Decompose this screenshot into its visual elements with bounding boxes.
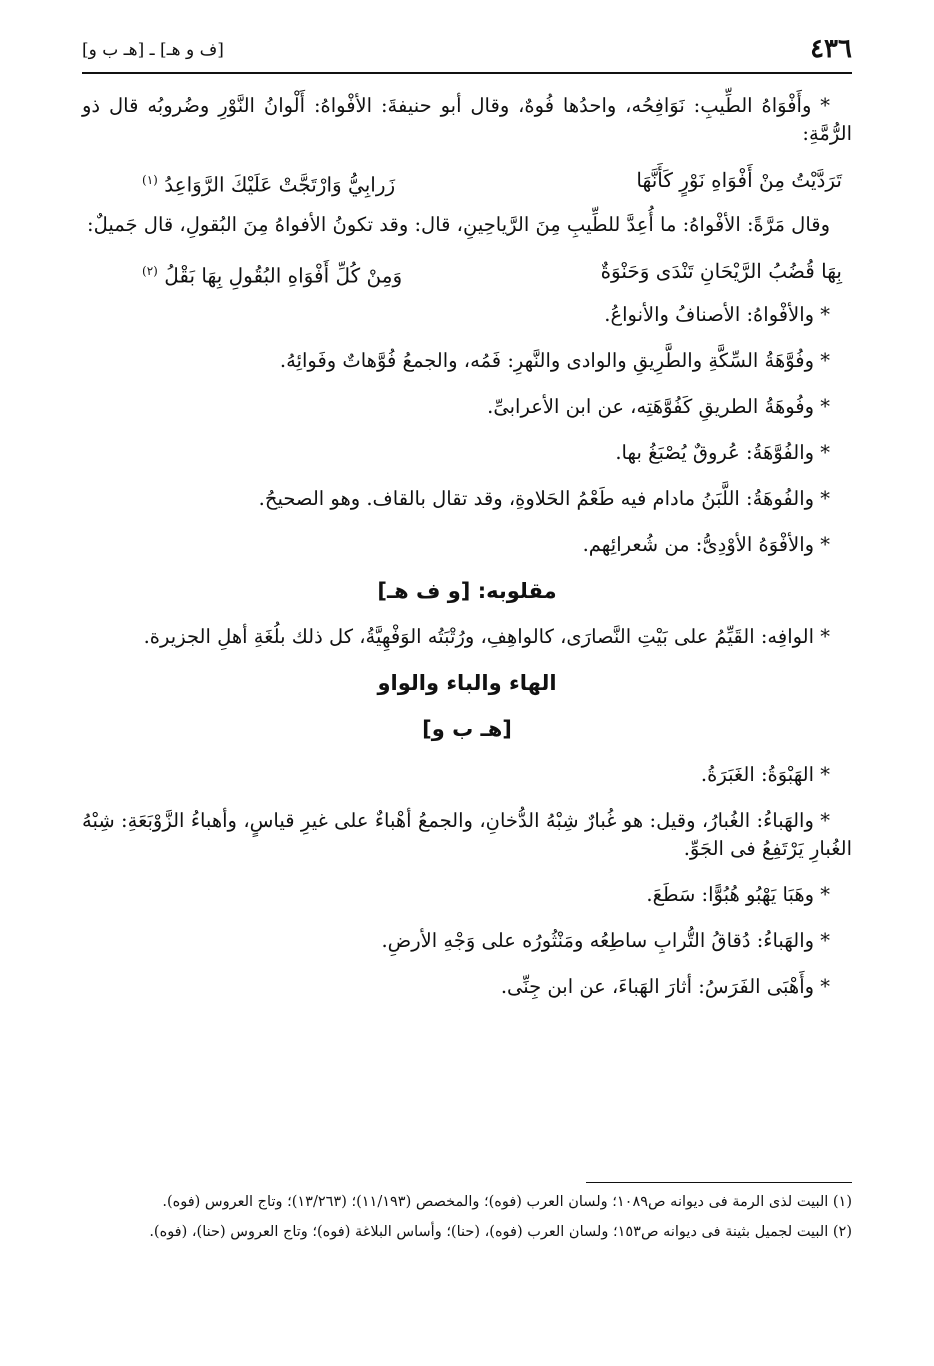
heading-root: [هـ ب و] <box>422 717 512 742</box>
verse-1-second-text: زَرابِيُّ وَارْتَجَّتْ عَلَيْكَ الرَّوَاعِدُ <box>164 172 396 197</box>
verse-jamil <box>142 257 842 290</box>
entry-haba-ghubar: * والهَباءُ: الغُبارُ، وقيل: هو غُبارٌ شِبْهُ الدُّخانِ، والجمعُ أهْباءٌ على غيرِ قياسٍ، وأهباءُ الزَّوْبَعَةِ: شِبْهُ الغُبارِ يَرْتَفِعُ فى الجَوِّ. <box>82 809 852 861</box>
entry-afwah-altib: * وأَفْوَاهُ الطِّيبِ: نَوَافِحُه، واحدُها فُوهٌ، وقال أبو حنيفةَ: الأفْواهُ: أَلْوانُ النَّوْرِ وضُروبُه قال ذو الرُّمَّةِ: <box>82 94 852 145</box>
entry-fuha-laban: * والفُوهَةُ: اللَّبَنُ مادام فيه طَعْمُ الحَلاوةِ، وقد تقال بالقاف. وهو الصحيحُ. <box>258 487 830 511</box>
entry-haba-duqaq: * والهَباءُ: دُقاقُ التُّرابِ ساطِعُه ومَنْثُورُه على وَجْهِ الأرضِ. <box>381 929 830 953</box>
verse-dhu-al-rumma <box>142 166 842 199</box>
footnote-2: (٢) البيت لجميل بثينة فى ديوانه ص١٥٣؛ ولسان العرب (فوه)، (حنا)؛ وأساس البلاغة (فوه)؛ وتاج العروس (حنا)، (فوه). <box>149 1224 852 1240</box>
footnote-ref-1: (١) <box>142 173 158 187</box>
header-rule <box>82 72 852 74</box>
footnote-rule <box>586 1182 852 1183</box>
footnote-ref-2: (٢) <box>142 263 158 278</box>
entry-afwah-rayahin: وقال مَرَّةً: الأفْواهُ: ما أُعِدَّ للطِّيبِ مِنَ الرَّياحِينِ، قال: وقد تكونُ الأفواهُ مِنَ البُقولِ، قال جَميلٌ: <box>87 212 830 236</box>
entry-haba-yahbu: * وهَبَا يَهْبُو هُبُوًّا: سَطَعَ. <box>646 883 830 907</box>
footnote-1: (١) البيت لذى الرمة فى ديوانه ص١٠٨٩؛ ولسان العرب (فوه)؛ والمخصص (١١/١٩٣)؛ (١٣/٢٦٣)؛ وتاج العروس (فوه). <box>162 1194 852 1210</box>
verse-2-first-hemistich: بِهَا قُضُبُ الرَّيْحَانِ تَنْدَى وَحَنْوَةٌ <box>600 258 842 283</box>
heading-maqlub: مقلوبه: [و ف هـ] <box>377 579 557 604</box>
verse-1-second-hemistich <box>142 166 395 199</box>
entry-fuwwaha: * وفُوَّهَةُ السِّكَّةِ والطَّرِيقِ والوادى والنَّهرِ: فَمُه، والجمعُ فُوَّهاتٌ وفَوائِهُ. <box>279 349 830 373</box>
entry-wafih: * الوافِه: القَيِّمُ على بَيْتِ النَّصارَى، كالواهِفِ، ورُتْبَتُه الوَفْهِيَّةُ، كل ذلك بلُغَةِ أهلِ الجزيرة. <box>143 625 830 649</box>
footnotes <box>82 1188 852 1248</box>
main-text <box>82 92 852 1019</box>
page-number: ٤٣٦ <box>810 34 852 64</box>
page-header <box>82 34 852 74</box>
heading-chapter: الهاء والباء والواو <box>377 671 557 696</box>
entry-afwah-asnaf: * والأفْواهُ: الأصنافُ والأنواعُ. <box>604 303 830 327</box>
entry-ahba-alfaras: * وأَهْبَى الفَرَسُ: أثارَ الهَباءَ، عن ابن جِنِّى. <box>500 975 830 999</box>
entry-afwah-awdi: * والأفْوَهُ الأوْدِىُّ: من شُعرائِهم. <box>582 533 830 557</box>
entry-fuwwaha-uruq: * والفُوَّهَةُ: عُروقٌ يُصْبَغُ بها. <box>615 441 830 465</box>
verse-1-first-hemistich: تَرَدَّيْتُ مِنْ أَفْوَاهِ نَوْرٍ كَأَنَّهَا <box>636 168 842 192</box>
running-head: [ف و هـ] ـ [هـ ب و] <box>82 40 224 60</box>
verse-2-second-hemistich <box>142 257 402 290</box>
entry-habwa: * الهَبْوَةُ: الغَبَرَةُ. <box>700 763 830 787</box>
entry-fuha-altariq: * وفُوهَةُ الطريقِ كَفُوَّهَتِه، عن ابن الأعرابىِّ. <box>487 395 830 419</box>
verse-2-second-text: وَمِنْ كُلِّ أَفْوَاهِ البُقُولِ بِهَا بَقْلُ <box>164 263 403 288</box>
